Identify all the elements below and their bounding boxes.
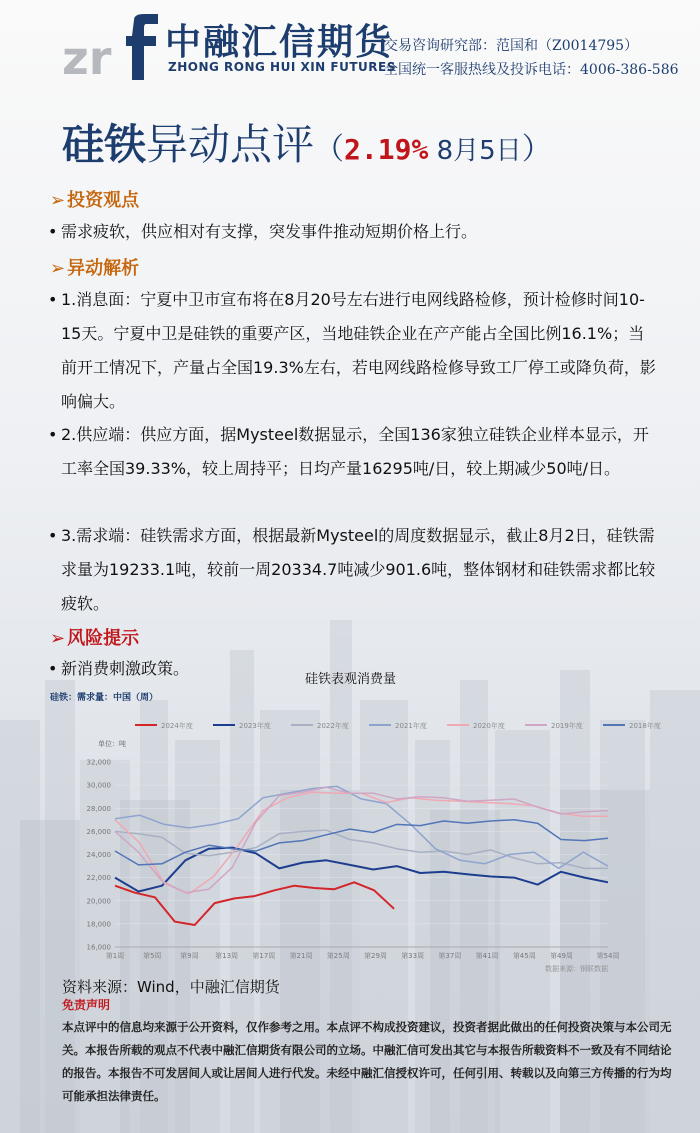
arrow-icon: ➢	[50, 628, 66, 649]
x-tick-label: 第5周	[142, 952, 162, 960]
x-tick-label: 第33周	[401, 952, 425, 960]
y-tick-label: 30,000	[86, 781, 111, 790]
legend-label: 2024年度	[161, 722, 193, 730]
unit-label: 单位：吨	[98, 740, 126, 748]
analysis-item-2	[48, 418, 660, 486]
analysis-item-1	[48, 283, 660, 419]
hotline-line: 全国统一客服热线及投诉电话：4006-386-586	[384, 62, 679, 78]
series-line	[115, 830, 608, 868]
view-bullet	[48, 215, 660, 249]
bullet-icon: •	[48, 425, 58, 444]
x-tick-label: 第13周	[215, 952, 239, 960]
series-line	[115, 787, 608, 892]
x-tick-label: 第25周	[326, 952, 350, 960]
x-tick-label: 第21周	[289, 952, 313, 960]
legend-label: 2023年度	[239, 722, 271, 730]
y-tick-label: 20,000	[86, 897, 111, 906]
arrow-icon: ➢	[50, 258, 66, 279]
section-analysis	[50, 254, 139, 280]
x-tick-label: 第1周	[105, 952, 125, 960]
y-tick-label: 16,000	[86, 943, 111, 952]
y-tick-label: 28,000	[86, 804, 111, 813]
analysis-text-3: 3.需求端：硅铁需求方面，根据最新Mysteel的周度数据显示，截止8月2日，硅铁需求量为19233.1吨，较前一周20334.7吨减少901.6吨，整体钢材和硅铁需求都比较疲软。	[61, 526, 656, 613]
bullet-icon: •	[48, 526, 58, 545]
section-risk	[50, 624, 139, 650]
x-tick-label: 第54周	[596, 952, 620, 960]
x-tick-label: 第29周	[363, 952, 387, 960]
contact-info	[384, 34, 679, 82]
title-open-paren: （	[314, 132, 345, 167]
arrow-icon: ➢	[50, 190, 66, 211]
y-tick-label: 18,000	[86, 920, 111, 929]
disclaimer-text: 本点评中的信息均来源于公开资料，仅作参考之用。本点评不构成投资建议，投资者据此做出的任何投资决策与本公司无关。本报告所载的观点不代表中融汇信期货有限公司的立场。中融汇信可发出其它与本报告所载资料不一致及有不同结论的报告。本报告不可发居间人或让居间人进行代发。未经中融汇信授权许可，任何引用、转载以及向第三方传播的行为均可能承担法律责任。	[62, 1020, 672, 1103]
page-title	[62, 112, 552, 172]
x-tick-label: 第49周	[550, 952, 573, 960]
data-source: 资料来源：Wind，中融汇信期货	[62, 978, 280, 996]
analysis-text-2: 2.供应端：供应方面，据Mysteel数据显示，全国136家独立硅铁企业样本显示，开工率全国39.33%，较上周持平；日均产量16295吨/日，较上期减少50吨/日。	[61, 425, 649, 478]
y-tick-label: 32,000	[86, 758, 111, 767]
x-tick-label: 第37周	[438, 952, 462, 960]
x-tick-label: 第17周	[252, 952, 276, 960]
legend-label: 2020年度	[473, 722, 505, 730]
disclaimer-title: 免责声明	[62, 998, 111, 1012]
chart-source-note: 数据来源：钢联数据	[545, 965, 608, 973]
analyst-line: 交易咨询研究部：范国和（Z0014795）	[384, 38, 639, 54]
chart-subtitle: 硅铁：需求量：中国（周）	[50, 693, 159, 703]
title-change-percent: 2.19%	[344, 133, 429, 166]
bullet-icon: •	[48, 290, 58, 309]
series-line	[115, 792, 608, 894]
section-title: 风险提示	[67, 628, 140, 649]
title-commodity: 硅铁	[62, 120, 147, 169]
x-tick-label: 第45周	[512, 952, 536, 960]
title-type: 异动点评	[146, 120, 315, 169]
y-tick-label: 26,000	[86, 827, 111, 836]
chart-title: 硅铁表观消费量	[305, 672, 397, 687]
series-line	[115, 786, 608, 868]
bullet-icon: •	[48, 659, 58, 678]
company-name-cn: 中融汇信期货	[165, 22, 394, 63]
analysis-item-3	[48, 519, 660, 621]
company-logo-icon	[62, 12, 160, 85]
company-name-en: ZHONG RONG HUI XIN FUTURES	[168, 60, 396, 74]
svg-text:zr: zr	[62, 31, 112, 85]
section-title: 异动解析	[67, 258, 140, 279]
legend-label: 2022年度	[317, 722, 349, 730]
y-tick-label: 22,000	[86, 874, 111, 883]
analysis-text-1: 1.消息面：宁夏中卫市宣布将在8月20号左右进行电网线路检修，预计检修时间10-15天。宁夏中卫是硅铁的重要产区，当地硅铁企业在产产能占全国比例16.1%；当前开工情况下，产量占全国19.3%左右，若电网线路检修导致工厂停工或降负荷，影响偏大。	[61, 290, 656, 411]
title-close-paren: ）	[521, 132, 552, 167]
title-date: 8月5日	[428, 136, 522, 166]
risk-text: 新消费刺激政策。	[61, 659, 190, 678]
consumption-line-chart	[60, 710, 661, 973]
x-tick-label: 第41周	[475, 952, 499, 960]
legend-label: 2021年度	[395, 722, 427, 730]
y-tick-label: 24,000	[86, 851, 111, 859]
section-title: 投资观点	[67, 190, 140, 211]
view-text: 需求疲软，供应相对有支撑，突发事件推动短期价格上行。	[61, 222, 478, 241]
legend-label: 2019年度	[551, 722, 583, 730]
x-tick-label: 第9周	[180, 952, 199, 960]
legend-label: 2018年度	[629, 722, 661, 730]
bullet-icon: •	[48, 222, 58, 241]
section-investment-view	[50, 186, 139, 212]
series-line	[115, 882, 394, 925]
